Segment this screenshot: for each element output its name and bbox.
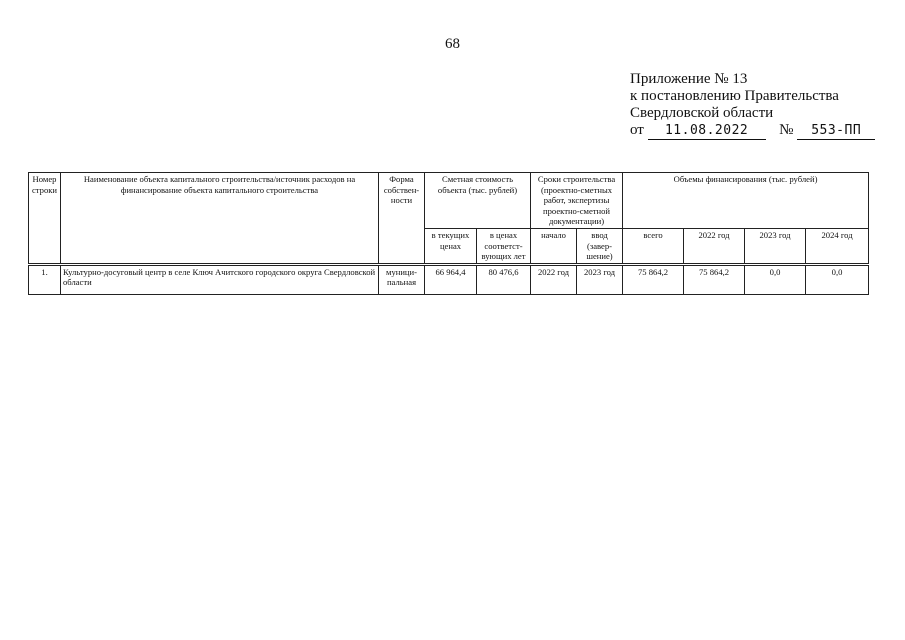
number-label: № <box>779 122 794 138</box>
cell-fin-2023: 0,0 <box>745 264 806 294</box>
header-term-start: начало <box>531 229 577 265</box>
cell-row-number: 1. <box>29 264 61 294</box>
header-ownership: Форма собствен-ности <box>379 173 425 265</box>
appendix-block <box>630 71 875 140</box>
header-fin-2022: 2022 год <box>684 229 745 265</box>
cell-cost-years: 80 476,6 <box>477 264 531 294</box>
page-number: 68 <box>445 36 460 52</box>
appendix-resolution-ref: к постановлению Правительства <box>630 88 839 104</box>
header-estimated-cost: Сметная стоимость объекта (тыс. рублей) <box>425 173 531 229</box>
header-row-number: Номер строки <box>29 173 61 265</box>
cell-object-name: Культурно-досуговый центр в селе Ключ Ачитского городского округа Свердловской области <box>61 264 379 294</box>
cell-fin-2024: 0,0 <box>806 264 869 294</box>
cell-ownership: муници-пальная <box>379 264 425 294</box>
table-row <box>29 264 869 294</box>
resolution-date: 11.08.2022 <box>648 122 766 140</box>
resolution-number: 553-ПП <box>797 122 875 140</box>
financing-table <box>28 172 869 295</box>
header-financing: Объемы финансирования (тыс. рублей) <box>623 173 869 229</box>
cell-fin-total: 75 864,2 <box>623 264 684 294</box>
header-term-end: ввод (завер-шение) <box>577 229 623 265</box>
appendix-title: Приложение № 13 <box>630 71 748 87</box>
appendix-region: Свердловской области <box>630 105 774 121</box>
header-cost-years: в ценах соответст-вующих лет <box>477 229 531 265</box>
table-header-row <box>29 173 869 229</box>
cell-term-end: 2023 год <box>577 264 623 294</box>
header-fin-2023: 2023 год <box>745 229 806 265</box>
from-label: от <box>630 122 644 138</box>
header-cost-current: в текущих ценах <box>425 229 477 265</box>
cell-term-start: 2022 год <box>531 264 577 294</box>
cell-cost-current: 66 964,4 <box>425 264 477 294</box>
header-construction-terms: Сроки строительства (проектно-сметных работ, экспертизы проектно-сметной документации) <box>531 173 623 229</box>
header-object-name: Наименование объекта капитального строительства/источник расходов на финансирование объекта капитального строительства <box>61 173 379 265</box>
header-fin-total: всего <box>623 229 684 265</box>
appendix-date-line <box>630 122 875 140</box>
cell-fin-2022: 75 864,2 <box>684 264 745 294</box>
header-fin-2024: 2024 год <box>806 229 869 265</box>
